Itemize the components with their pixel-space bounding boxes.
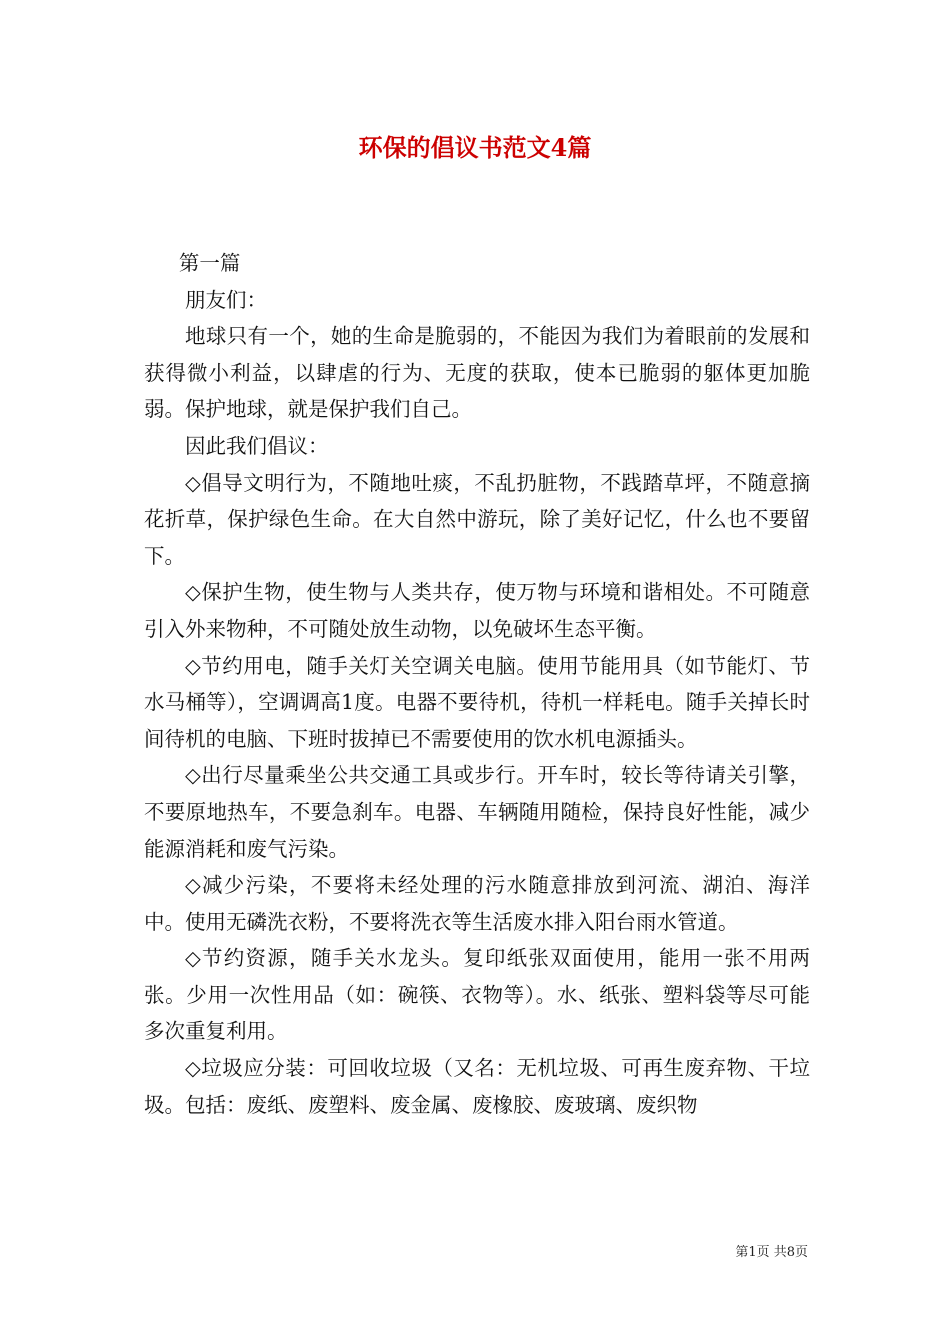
bullet-paragraph: ◇节约资源，随手关水龙头。复印纸张双面使用，能用一张不用两张。少用一次性用品（如：碗筷、衣物等）。水、纸张、塑料袋等尽可能多次重复利用。 [144, 946, 810, 1044]
bullet-paragraph: ◇保护生物，使生物与人类共存，使万物与环境和谐相处。不可随意引入外来物种，不可随处放生动物，以免破坏生态平衡。 [144, 580, 810, 641]
bullet-paragraph: ◇垃圾应分装：可回收垃圾（又名：无机垃圾、可再生废弃物、干垃圾。包括：废纸、废塑料、废金属、废橡胶、废玻璃、废织物 [144, 1056, 810, 1117]
page-number-footer: 第1页 共8页 [735, 1245, 808, 1260]
body-paragraph: 地球只有一个，她的生命是脆弱的，不能因为我们为着眼前的发展和获得微小利益，以肆虐的行为、无度的获取，使本已脆弱的躯体更加脆弱。保护地球，就是保护我们自己。 [144, 324, 810, 422]
section-heading: 第一篇 [178, 251, 241, 275]
salutation-paragraph: 朋友们： [185, 287, 267, 312]
bullet-paragraph: ◇倡导文明行为，不随地吐痰，不乱扔脏物，不践踏草坪，不随意摘花折草，保护绿色生命。在大自然中游玩，除了美好记忆，什么也不要留下。 [144, 470, 810, 568]
bullet-paragraph: ◇节约用电，随手关灯关空调关电脑。使用节能用具（如节能灯、节水马桶等），空调调高1度。电器不要待机，待机一样耗电。随手关掉长时间待机的电脑、下班时拔掉已不需要使用的饮水机电源插头。 [144, 653, 810, 751]
document-title: 环保的倡议书范文4篇 [358, 133, 592, 162]
body-paragraph: 因此我们倡议： [185, 433, 329, 458]
bullet-paragraph: ◇出行尽量乘坐公共交通工具或步行。开车时，较长等待请关引擎，不要原地热车，不要急刹车。电器、车辆随用随检，保持良好性能，减少能源消耗和废气污染。 [144, 763, 810, 861]
document-body [144, 245, 810, 1123]
bullet-paragraph: ◇减少污染，不要将未经处理的污水随意排放到河流、湖泊、海洋中。使用无磷洗衣粉，不要将洗衣等生活废水排入阳台雨水管道。 [144, 873, 810, 934]
